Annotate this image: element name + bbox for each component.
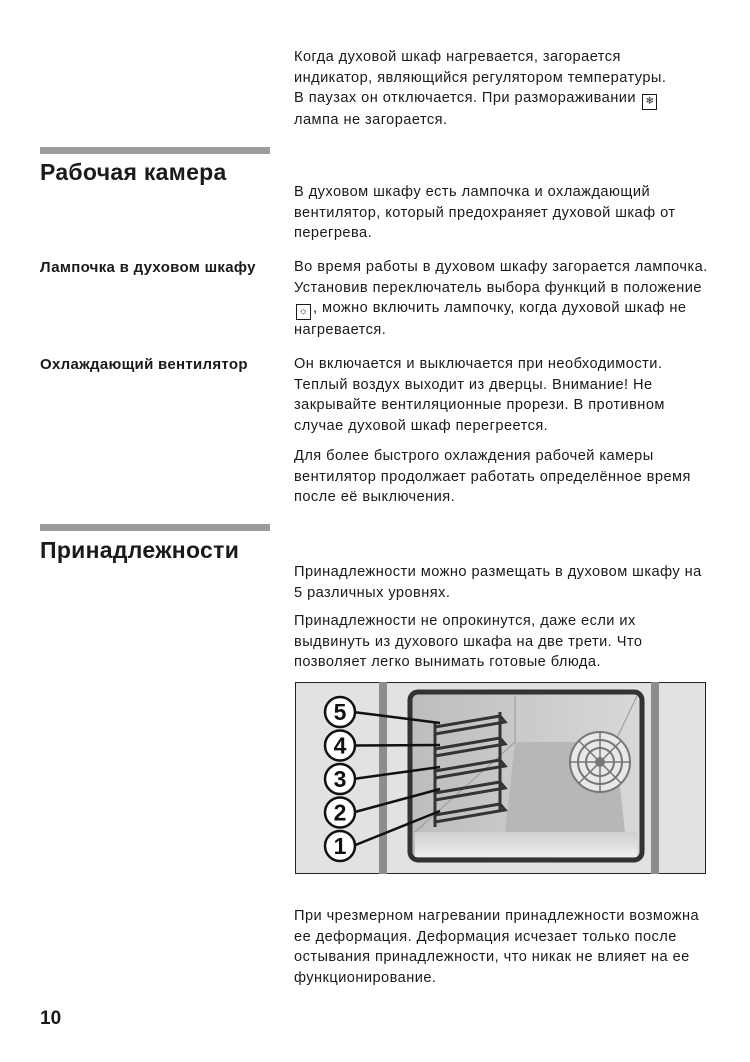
defrost-icon: ❄ [642,94,657,110]
section-title-chamber: Рабочая камера [40,159,227,185]
lamp-text-before: Во время работы в духовом шкафу загорается лампочка. Установив переключатель выбора функций в положение [294,259,708,296]
page-number: 10 [40,1008,62,1029]
level-leader-line-4 [353,745,440,746]
section-divider-chamber [40,147,270,154]
lamp-text-after: , можно включить лампочку, когда духовой шкаф не нагревается. [294,300,687,338]
lamp-label: Лампочка в духовом шкафу [40,259,256,276]
chamber-intro-text: В духовом шкафу есть лампочка и охлаждающий вентилятор, который предохраняет духовой шкаф от перегрева. [294,184,676,241]
intro-line-1: Когда духовой шкаф нагревается, загорается [294,49,621,65]
intro-line-4: лампа не загорается. [294,112,448,128]
level-number-3: 3 [333,766,347,792]
intro-line-2: индикатор, являющийся регулятором температуры. [294,69,667,86]
lamp-icon: ☼ [296,304,311,320]
level-number-4: 4 [333,732,347,759]
lamp-text [294,257,714,341]
intro-paragraph [294,47,714,131]
accessories-paragraph-2: Принадлежности не опрокинутся, даже если их выдвинуть из духового шкафа на две трети. Что позволяет легко вынимать готовые блюда. [294,613,643,670]
fan-cover-icon [570,732,630,792]
level-number-2: 2 [333,799,347,826]
fan-paragraph-2: Для более быстрого охлаждения рабочей камеры вентилятор продолжает работать определённое время после её выключения. [294,448,691,505]
section-divider-accessories [40,524,270,531]
fan-label: Охлаждающий вентилятор [40,356,248,373]
accessories-paragraph-3: При чрезмерном нагревании принадлежности возможна ее деформация. Деформация исчезает только после остывания принадлежности, что никак не влияет на ее функционирование. [294,908,700,986]
level-number-5: 5 [333,699,347,725]
oven-left-frame [379,682,387,874]
accessories-paragraph-1: Принадлежности можно размещать в духовом шкафу на 5 различных уровнях. [294,564,702,601]
oven-right-frame [651,682,659,874]
section-title-accessories: Принадлежности [40,537,240,563]
level-number-1: 1 [333,833,347,859]
fan-paragraph-1: Он включается и выключается при необходимости. Теплый воздух выходит из дверцы. Внимание! Не закрывайте вентиляционные прорези. В противном случае духовой шкаф перегреется. [294,356,665,434]
oven-rack-levels-figure [295,682,706,874]
intro-line-3: В паузах он отключается. При размораживании [294,90,636,106]
